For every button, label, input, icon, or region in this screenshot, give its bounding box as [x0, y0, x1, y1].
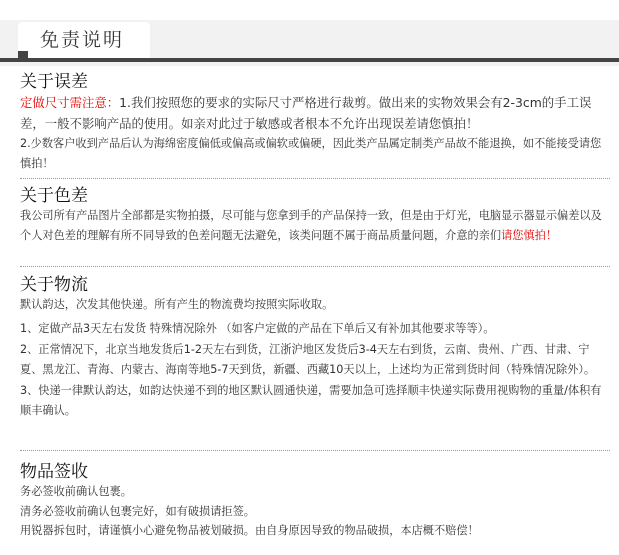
banner-accent: [18, 51, 28, 58]
divider: [20, 266, 610, 267]
color-paragraph: [20, 206, 610, 245]
disclaimer-banner: [0, 0, 619, 66]
logistics-item-2: 2、正常情况下，北京当地发货后1-2天左右到货，江浙沪地区发货后3-4天左右到货，云南、贵州、广西、甘肃、宁夏、黑龙江、青海、内蒙古、海南等地5-7天到货，新疆、西藏10天以上，上述均为正常到货时间（特殊情况除外）。: [20, 343, 596, 376]
banner-tab: [18, 22, 150, 58]
section-heading-color: 关于色差: [20, 186, 88, 206]
logistics-item-1: 1、定做产品3天左右发货 特殊情况除外 （如客户定做的产品在下单后又有补加其他要求等等）。: [20, 321, 495, 335]
color-text: 我公司所有产品图片全部都是实物拍摄，尽可能与您拿到手的产品保持一致，但是由于灯光，电脑显示器显示偏差以及个人对色差的理解有所不同导致的色差问题无法避免，该类问题不属于商品质量问题，介意的亲们: [20, 209, 602, 242]
banner-rule: [0, 58, 619, 62]
receipt-text-1: 清务必签收前确认包裹完好，如有破损请拒签。: [20, 504, 255, 518]
section-heading-logistics: 关于物流: [20, 275, 88, 295]
divider: [20, 450, 610, 451]
color-red-tail: 请您慎拍！: [501, 228, 558, 242]
section-heading-error: 关于误差: [20, 72, 88, 92]
banner-title: 免责说明: [40, 29, 125, 51]
logistics-note: 默认韵达，次发其他快递。所有产生的物流费均按照实际收取。: [20, 298, 334, 311]
error-paragraph-2: 2.少数客户收到产品后认为海绵密度偏低或偏高或偏软或偏硬，因此类产品属定制类产品故不能退换，如不能接受请您慎拍！: [20, 137, 602, 170]
logistics-item-3: 3、快递一律默认韵达，如韵达快递不到的地区默认圆通快递，需要加急可选择顺丰快递实际费用视购物的重量/体积有顺丰确认。: [20, 384, 602, 417]
section-heading-receipt: 物品签收: [20, 462, 88, 482]
error-paragraph-1: [20, 92, 610, 134]
receipt-note: 务必签收前确认包裹。: [20, 485, 132, 498]
section-error: [20, 72, 610, 173]
section-receipt: [20, 462, 610, 541]
section-logistics: [20, 275, 610, 420]
error-lead: 定做尺寸需注意：: [20, 95, 120, 110]
receipt-text-2: 用锐器拆包时，请谨慎小心避免物品被划破损。由自身原因导致的物品破损，本店概不赔偿！: [20, 524, 479, 537]
section-color: [20, 186, 610, 245]
error-text-1: 1.我们按照您的要求的实际尺寸严格进行裁剪。做出来的实物效果会有2-3cm的手工误差，一般不影响产品的使用。如亲对此过于敏感或者根本不允许出现误差请您慎拍！: [20, 95, 592, 131]
divider: [20, 178, 610, 179]
